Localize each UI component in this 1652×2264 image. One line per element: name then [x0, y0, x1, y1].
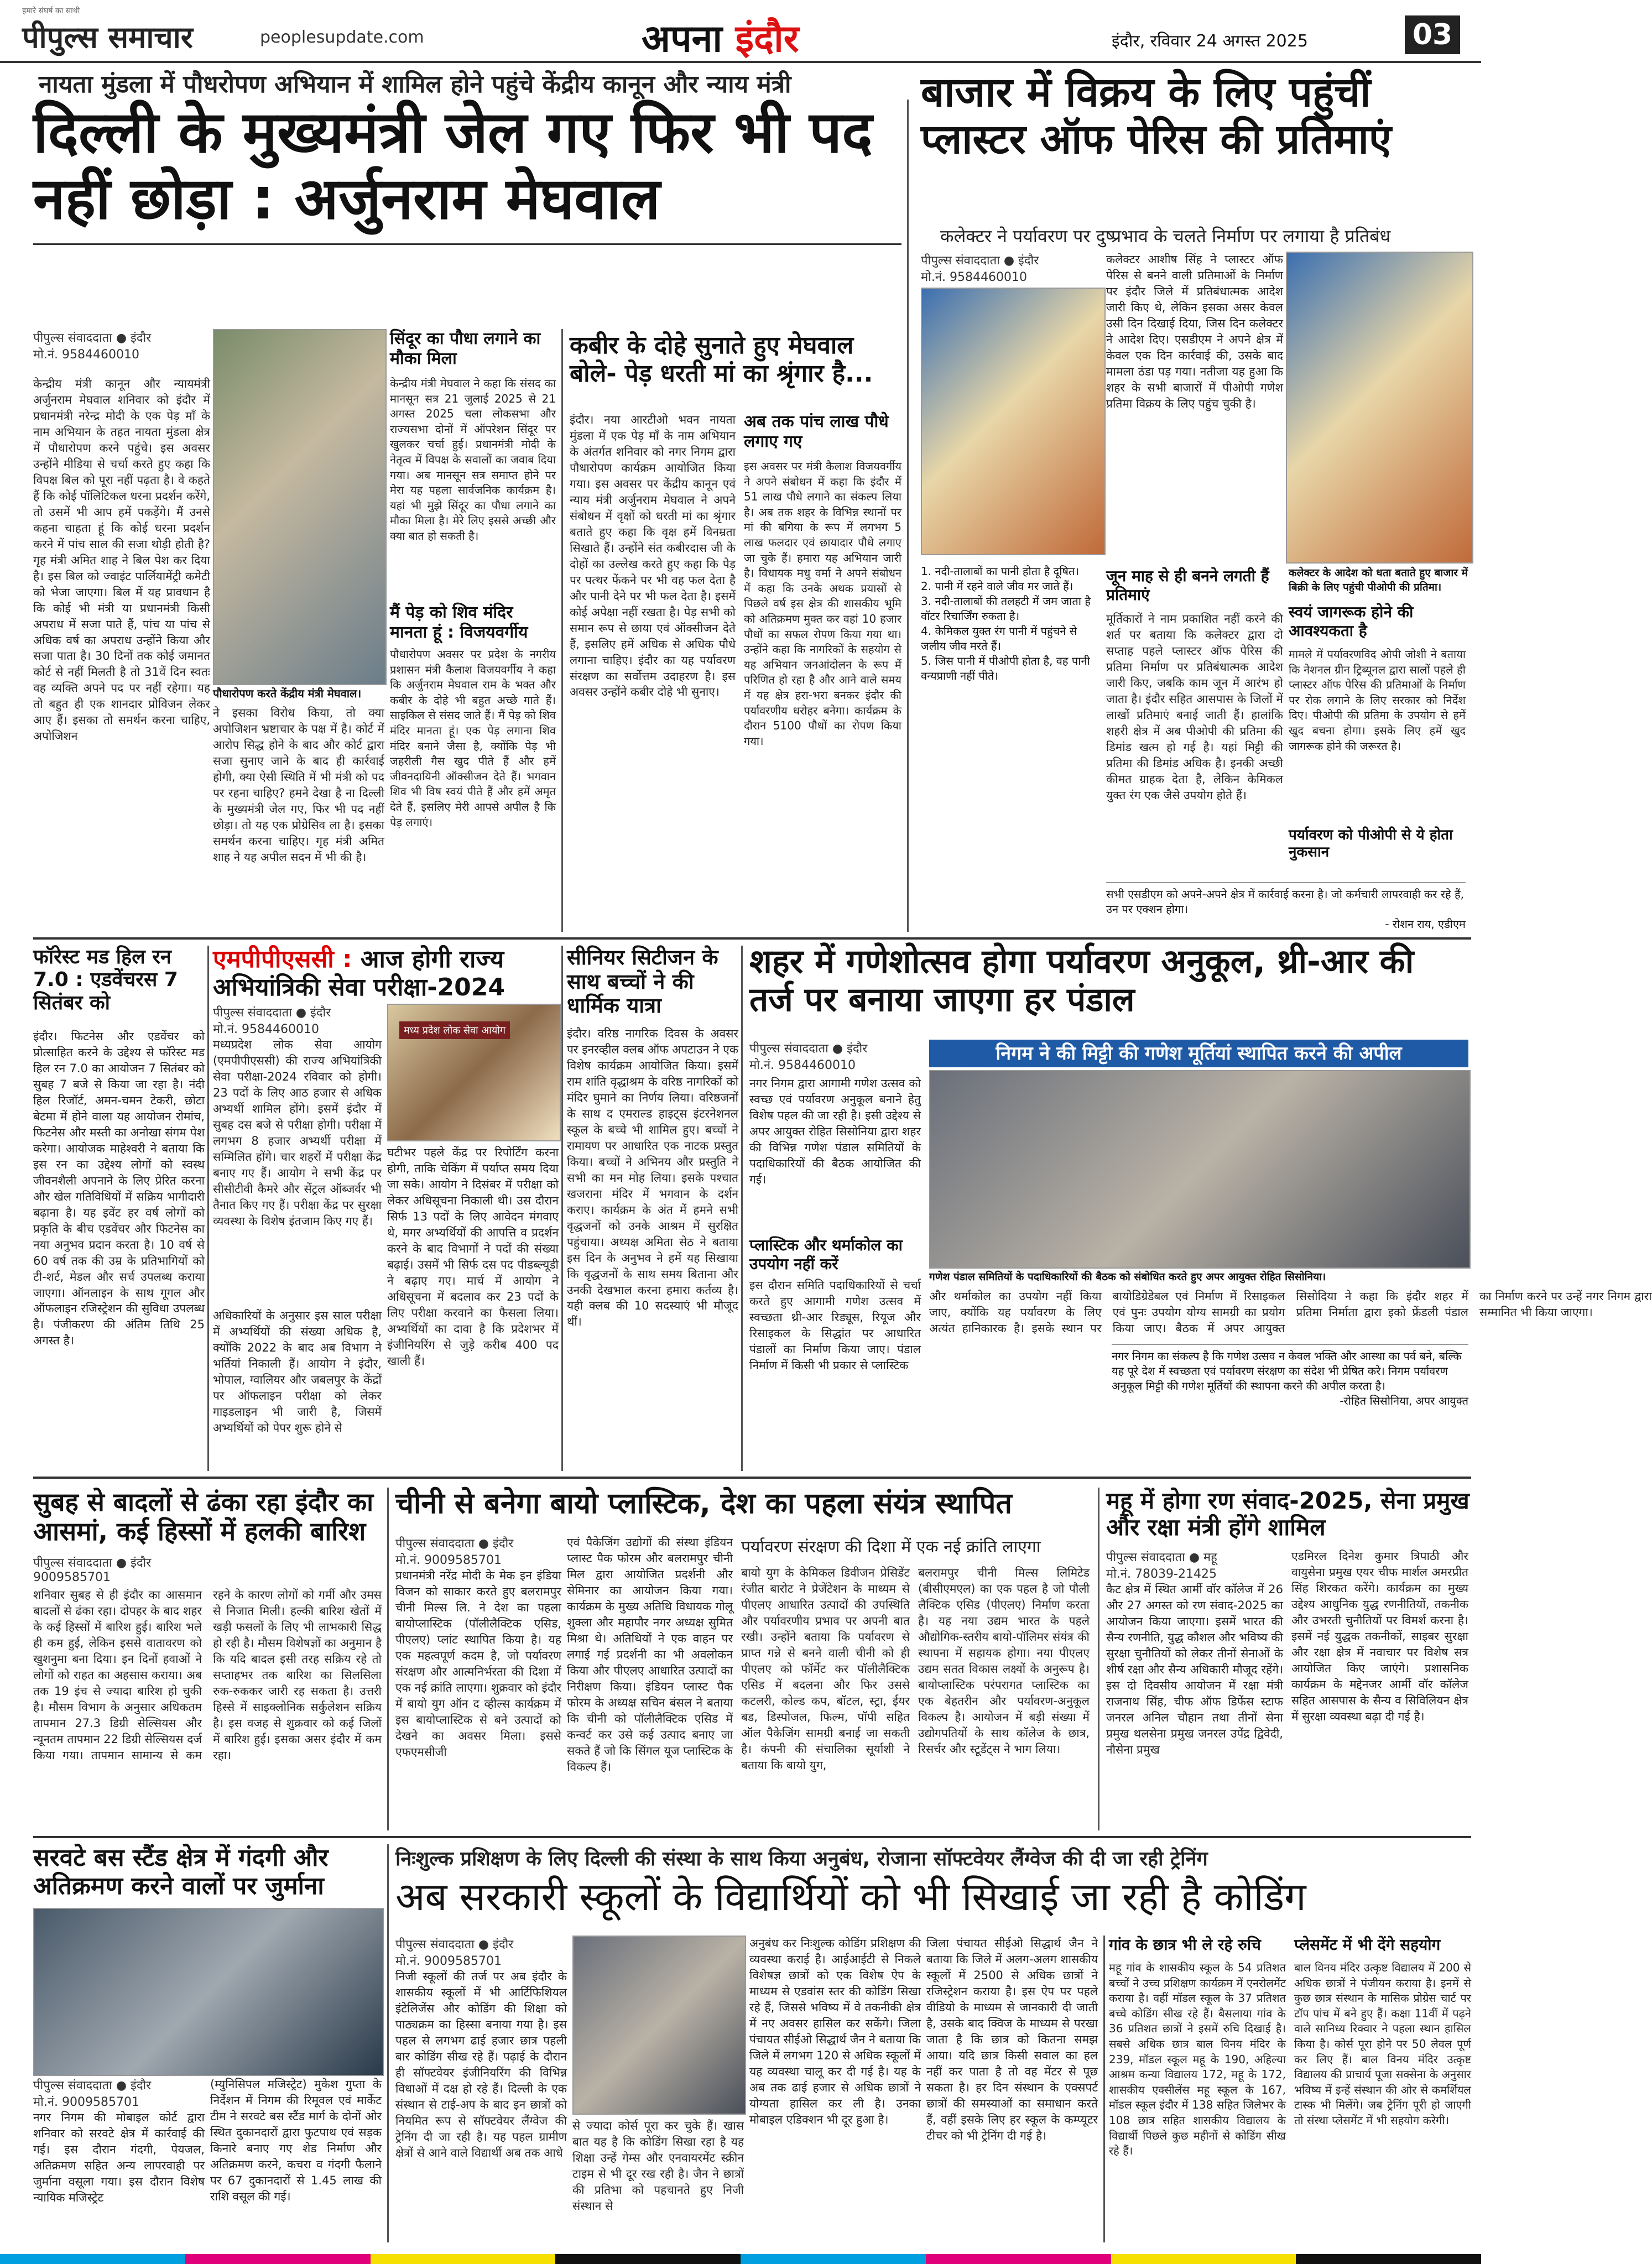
story1-photo-caption: पौधारोपण करते केंद्रीय मंत्री मेघवाल।	[213, 687, 362, 700]
story3-body2: मूर्तिकारों ने नाम प्रकाशित नहीं करने की शर्त पर बताया कि कलेक्टर द्वारा दो सप्ताह पहले प्लास्टर ऑफ पेरिस की प्रतिमा निर्माण पर प्रतिबंधात्मक आदेश जारी किए, जबकि काम जून में आरंभ हो जाता है। इंदौर सहित आसपास के जिलों में लाखों प्रतिमाएं बनाई जाती हैं। हालांकि शहरी क्षेत्र में अब पीओपी की प्रतिमा की डिमांड खत्म हो गई है। यहां मिट्टी की प्रतिमा की डिमांड अधिक है। इनकी अच्छी कीमत ग्राहक देता है, लेकिन केमिकल युक्त रंग एक जैसे उपयोग होते हैं।	[1106, 612, 1283, 802]
story7-headline: शहर में गणेशोत्सव होगा पर्यावरण अनुकूल, थ्री-आर की तर्ज पर बनाया जाएगा हर पंडाल	[749, 942, 1414, 1019]
ganesh-idol-photo	[1286, 252, 1473, 564]
story3-mobile: मो.नं. 9584460010	[921, 270, 1028, 284]
story10-mobile: मो.नं. 78039-21425	[1106, 1567, 1217, 1581]
story3-photo-caption: कलेक्टर के आदेश को धता बताते हुए बाजार में बिक्री के लिए पहुंची पीओपी की प्रतिमा।	[1289, 567, 1468, 593]
magenta-swatch	[926, 2254, 1111, 2264]
story9-mobile: मो.नं. 9009585701	[395, 1553, 502, 1567]
black-swatch	[555, 2254, 741, 2264]
page-number: 03	[1405, 15, 1460, 54]
story7-sub: प्लास्टिक और थर्माकोल का उपयोग नहीं करें	[749, 1236, 903, 1273]
story3-sub3: पर्यावरण को पीओपी से ये होता नुकसान	[1289, 827, 1453, 861]
cyan-swatch	[0, 2254, 185, 2264]
story4-headline: फॉरेस्ट मड हिल रन 7.0 : एडवेंचरस 7 सितंबर को	[33, 946, 178, 1014]
story5-body2: अधिकारियों के अनुसार इस साल परीक्षा में अभ्यर्थियों की संख्या अधिक है, क्योंकि 2022 के बाद अब विभाग ने भर्तियां निकाली हैं। आयोग ने इंदौर, भोपाल, ग्वालियर और जबलपुर के केंद्रों पर ऑफलाइन परीक्षा को लेकर गाइडलाइन भी जारी है, जिसमें अभ्यर्थियों को पेपर शुरू होने से	[213, 1309, 382, 1434]
story9-body2: एवं पैकेजिंग उद्योगों की संस्था इंडियन प्लास्ट पैक फोरम और बलरामपुर चीनी मिल द्वारा आयोजित प्रदर्शनी और सेमिनार का आयोजन किया गया। कार्यक्रम के मुख्य अतिथि विधायक गोलू शुक्ला और महापौर नगर अध्यक्ष सुमित मिश्रा थे। अतिथियों ने एक वाहन पर लगाई गई प्रदर्शनी का भी अवलोकन किया और पीएलए आधारित उत्पादों का निरीक्षण किया। इंडियन प्लास्ट पैक फोरम के अध्यक्ष सचिन बंसल ने बताया कि चीनी को पॉलीलैक्टिक एसिड में कन्वर्ट कर उसे कई उत्पाद बनाए जा सकते हैं जो कि सिंगल यूज प्लास्टिक के विकल्प हैं।	[567, 1536, 733, 1773]
story9-body1: प्रधानमंत्री नरेंद्र मोदी के मेक इन इंडिया विजन को साकार करते हुए बलरामपुर चीनी मिल्स लि. ने देश का पहला बायोप्लास्टिक (पॉलीलैक्टिक एसिड, पीएलए) प्लांट स्थापित किया है। यह एक महत्वपूर्ण कदम है, जो पर्यावरण संरक्षण और आत्मनिर्भरता की दिशा में एक नई क्रांति लाएगा। शुक्रवार को इंदौर में बायो युग ऑन द व्हील्स कार्यक्रम में इस बायोप्लास्टिक से बने उत्पादों को देखने का अवसर मिला। इससे एफएमसीजी	[395, 1569, 561, 1759]
edition-date: इंदौर, रविवार 24 अगस्त 2025	[1112, 32, 1308, 51]
section-title-a: अपना	[642, 17, 736, 61]
logo-text: पीपुल्स समाचार	[22, 20, 193, 55]
story12-body3: अनुबंध कर निःशुल्क कोडिंग प्रशिक्षण की व्यवस्था कराई है। आईआईटी से निकले विशेषज्ञ छात्रों को एक विशेष ऐप के माध्यम से एडवांस स्तर की कोडिंग सिखा रहे हैं, जिससे भविष्य में वे तकनीकी क्षेत्र में नए अवसर हासिल कर सकेंगे। जिला पंचायत सीईओ सिद्धार्थ जैन ने बताया कि जिले में लगभग 120 से अधिक स्कूलों में यह व्यवस्था चालू कर दी गई है। यह के अब तक ढाई हजार से अधिक छात्रों ने योग्यता हासिल कर ली है। उनका मोबाइल एडिक्शन भी दूर हुआ है।	[749, 1937, 921, 2126]
list-item: 3. नदी-तालाबों की तलहटी में जम जाता है वॉटर रिचार्जिंग रुकता है।	[921, 594, 1091, 623]
story6-headline: सीनियर सिटीजन के साथ बच्चों ने की धार्मिक यात्रा	[567, 945, 718, 1018]
story1-side-body1: केन्द्रीय मंत्री मेघवाल ने कहा कि संसद का मानसून सत्र 21 जुलाई 2025 से 21 अगस्त 2025 चला लोकसभा और राज्यसभा दोनों में ऑपरेशन सिंदूर पर खुलकर चर्चा हुई। प्रधानमंत्री मोदी के नेतृत्व में विपक्ष के सवालों का जवाब दिया गया। अब मानसून सत्र समाप्त होने पर मेरा यह पहला सार्वजनिक कार्यक्रम है। यहां भी मुझे सिंदूर का पौधा लगाने का मौका मिला है। मेरे लिए इससे अच्छी और क्या बात हो सकती है।	[390, 377, 556, 542]
story1-byline: पीपुल्स संवाददाता ● इंदौर	[33, 331, 152, 345]
story7-mobile: मो.नं. 9584460010	[749, 1058, 856, 1072]
logo-tagline: हमारे संघर्ष का साथी	[22, 7, 80, 15]
story3-quote-attr: - रोशन राय, एडीएम	[1385, 917, 1466, 931]
story10-byline: पीपुल्स संवाददाता ● महू	[1106, 1551, 1217, 1564]
story3-harm-list	[921, 564, 1098, 874]
story3-deck: कलेक्टर ने पर्यावरण पर दुष्प्रभाव के चलते निर्माण पर लगाया है प्रतिबंध	[940, 226, 1391, 247]
story5-mobile: मो.नं. 9584460010	[213, 1023, 320, 1036]
story3-byline-block	[921, 252, 1098, 285]
story11-mobile: मो.नं. 9009585701	[33, 2095, 140, 2109]
column-divider	[561, 329, 563, 932]
story1-body2: ने इसका विरोध किया, तो क्या अपोजिशन भ्रष्टाचार के पक्ष में है। कोर्ट में आरोप सिद्ध होने के बाद और कोर्ट द्वारा सजा सुनाए जाने के बाद ही कार्रवाई होगी, क्या ऐसी स्थिति में भी मंत्री को पद पर रहना चाहिए? हमने देखा है ना दिल्ली के मुख्यमंत्री जेल गए, फिर भी पद नहीं छोड़ा। तो यह एक प्रोग्रेसिव ला है। इसका समर्थन करना चाहिए। गृह मंत्री अमित शाह ने यह अपील सदन में भी की है।	[213, 706, 384, 864]
story8-mobile: 9009585701	[33, 1571, 111, 1584]
minister-planting-photo	[213, 329, 387, 685]
story3-body3: मामले में पर्यावरणविद ओपी जोशी ने बताया कि नेशनल ग्रीन ट्रिब्यूनल द्वारा सालों पहले ही प्लास्टर ऑफ पेरिस की प्रतिमाओं के निर्माण पर रोक लगाने के लिए सरकार को निर्देश दिए। पीओपी की प्रतिमा के उपयोग से हमें खुद बचना होगा। इसके लिए हमें खुद जागरूक होने की जरूरत है।	[1289, 648, 1466, 753]
divider	[33, 1477, 1471, 1479]
story12-body1: निजी स्कूलों की तर्ज पर अब इंदौर के शासकीय स्कूलों में भी आर्टिफिशियल इंटेलिजेंस और कोडिंग की शिक्षा को पाठ्यक्रम का हिस्सा बनाया गया है। इस पहल से लगभग ढाई हजार छात्र पहली बार कोडिंग सीख रहे हैं। पढ़ाई के दौरान ही सॉफ्टवेयर इंजीनियरिंग की विभिन्न विधाओं में दक्ष हो रहे हैं। दिल्ली के एक संस्थान से टाई-अप के बाद इन छात्रों को नियमित रूप से सॉफ्टवेयर लैंग्वेज की ट्रेनिंग दी जा रही है। यह पहल ग्रामीण क्षेत्रों से आने वाले विद्यार्थी अब तक आधे	[395, 1970, 567, 2159]
encroachment-action-photo	[33, 1908, 384, 2076]
story1-kicker: नायता मुंडला में पौधरोपण अभियान में शामिल होने पहुंचे केंद्रीय कानून और न्याय मंत्री	[39, 70, 791, 98]
story12-side-body1: महू गांव के शासकीय स्कूल के 54 प्रतिशत बच्चों ने उच्च प्रशिक्षण कार्यक्रम में एनरोलमेंट कराया है। वहीं मॉडल स्कूल के 37 प्रतिशत बच्चे कोडिंग सीख रहे हैं। बैसलाया गांव के 36 प्रतिशत छात्रों ने इसमें रुचि दिखाई है। सबसे अधिक छात्र बाल विनय मंदिर के 239, मॉडल स्कूल महू के 190, अहिल्या आश्रम कन्या विद्यालय 172, महू के 172, शासकीय एक्सीलेंस महू स्कूल के 167, मॉडल स्कूल इंदौर में 138 सहित जिलेभर के 108 छात्र सहित शासकीय विद्यालय के विद्यार्थी पिछले कुछ महीनों से कोडिंग सीख रहे हैं।	[1109, 1961, 1286, 2158]
meeting-photo	[929, 1070, 1471, 1269]
story5-byline: पीपुल्स संवाददाता ● इंदौर	[213, 1006, 331, 1020]
divider	[33, 243, 901, 245]
story7-body1: नगर निगम द्वारा आगामी गणेश उत्सव को स्वच्छ एवं पर्यावरण अनुकूल बनाने हेतु विशेष पहल की जा रही है। इसी उद्देश्य से अपर आयुक्त रोहित सिसोनिया द्वारा शहर की विभिन्न गणेश पंडाल समितियों के पदाधिकारियों की बैठक आयोजित की गई।	[749, 1077, 921, 1186]
story8-byline: पीपुल्स संवाददाता ● इंदौर	[33, 1556, 152, 1570]
story12-body4: जिला पंचायत सीईओ सिद्धार्थ जैन ने बताया कि जिले में अलग-अलग शासकीय स्कूलों में 2500 से अधिक छात्रों ने रजिस्ट्रेशन कराया है। इस ऐप पर पहले वीडियो के माध्यम से जानकारी दी जाती है, उसके बाद क्विज के माध्यम से परखा जाता है कि छात्र को कितना समझ आया। यदि छात्र किसी सवाल का हल नहीं कर पाता है तो वह मेंटर से पूछ सकता है। हर दिन संस्थान के एक्सपर्ट छात्रों की समस्याओं का समाधान करते हैं, वहीं इसके लिए हर स्कूल के कम्प्यूटर टीचर को भी ट्रेनिंग दी गई है।	[926, 1937, 1098, 2142]
story3-body1: कलेक्टर आशीष सिंह ने प्लास्टर ऑफ पेरिस से बनने वाली प्रतिमाओं के निर्माण पर इंदौर जिले में प्रतिबंधात्मक आदेश जारी किए थे, लेकिन इसका असर केवल उसी दिन दिखाई दिया, जिस दिन कलेक्टर ने आदेश दिए। एसडीएम ने अपने क्षेत्र में केवल एक दिन कार्रवाई की, उसके बाद मामला ठंडा पड़ गया। नतीजा यह हुआ कि शहर के सभी बाजारों में पीओपी गणेश प्रतिमा विक्रय के लिए पहुंच चुकी है।	[1106, 253, 1283, 410]
print-color-bar	[0, 2254, 1481, 2264]
story1-side-sub1: सिंदूर का पौधा लगाने का मौका मिला	[390, 329, 541, 368]
story3-headline: बाजार में विक्रय के लिए पहुंचीं प्लास्टर ऑफ पेरिस की प्रतिमाएं	[921, 69, 1392, 164]
story9-byline-block	[395, 1535, 567, 1568]
story7-photo-caption: गणेश पंडाल समितियों के पदाधिकारियों की बैठक को संबोधित करते हुए अपर आयुक्त रोहित सिसोनिया।	[929, 1271, 1326, 1283]
story2-body: इंदौर। नया आरटीओ भवन नायता मुंडला में एक पेड़ माँ के नाम अभियान के अंतर्गत शनिवार को नगर निगम द्वारा पौधारोपण कार्यक्रम आयोजित किया गया। इस अवसर पर केंद्रीय कानून एवं न्याय मंत्री अर्जुनराम मेघवाल ने अपने संबोधन में वृक्षों को धरती मां का श्रृंगार बताते हुए कहा कि वृक्ष हमें विनम्रता सिखाते हैं। उन्होंने संत कबीरदास जी के दोहों का उल्लेख करते हुए कहा कि पेड़ पर पत्थर फेंकने पर भी वह फल देता है और पानी देने पर भी फल देता है। इसमें कोई अपेक्षा नहीं रखता है। पेड़ सभी को समान रूप से छाया एवं ऑक्सीजन देते हैं, इसलिए हमें अधिक से अधिक पौधे लगाना चाहिए। इंदौर का यह पर्यावरण संरक्षण का सर्वोत्तम उदाहरण है। इस अवसर उन्होंने कबीर दोहे भी सुनाए।	[570, 413, 736, 699]
story3-byline: पीपुल्स संवाददाता ● इंदौर	[921, 254, 1039, 268]
story7-quote-attr: -रोहित सिसोनिया, अपर आयुक्त	[1340, 1394, 1468, 1407]
story12-body2: से ज्यादा कोर्स पूरा कर चुके हैं। खास बात यह है कि कोडिंग सिखा रहा है यह शिक्षा उन्हें गेम्स और एनवायरमेंट स्क्रीन टाइम से भी दूर रख रही है। जैन ने छात्रों की प्रतिभा को पहचानते हुए निजी संस्थान से	[572, 2119, 744, 2213]
story12-byline: पीपुल्स संवाददाता ● इंदौर	[395, 1938, 514, 1952]
story1-headline: दिल्ली के मुख्यमंत्री जेल गए फिर भी पद नहीं छोड़ा : अर्जुनराम मेघवाल	[33, 98, 873, 232]
story5-headline: आज होगी राज्य अभियांत्रिकी सेवा परीक्षा-2024	[213, 945, 505, 1001]
website-link[interactable]: peoplesupdate.com	[260, 28, 424, 47]
story9-body3: बायो युग के केमिकल डिवीजन प्रेसिडेंट रंजीत बारोट ने प्रेजेंटेशन के माध्यम से पीएलए आधारित उत्पादों की उपस्थिति और पर्यावरणीय प्रभाव पर अपनी बात रखी। उन्होंने बताया कि पर्यावरण से प्राप्त गन्ने से बनने वाली चीनी को ही पीएलए को फॉर्मेट कर पॉलीलैक्टिक एसिड में बदलना और फिर उससे कटलरी, कोल्ड कप, बॉटल, स्ट्रा, ईयर बड, डिस्पोजल, फिल्म, पॉपी सहित ऑल पैकेजिंग सामग्री बनाई जा सकती है। कंपनी की संचालिका सूर्याशी ने बताया कि बायो युग,	[741, 1566, 910, 1772]
story7-body2: इस दौरान समिति पदाधिकारियों से चर्चा करते हुए आगामी गणेश उत्सव में स्वच्छता थ्री-आर रिड्यूस, रियूज और रिसाइकल के सिद्धांत पर आधारित पंडालों का निर्माण किया जाए। पंडाल निर्माण में किसी भी प्रकार से प्लास्टिक	[749, 1279, 921, 1372]
story7-byline: पीपुल्स संवाददाता ● इंदौर	[749, 1042, 868, 1056]
story9-deck: पर्यावरण संरक्षण की दिशा में एक नई क्रांति लाएगा	[741, 1537, 1041, 1557]
divider	[33, 1836, 1471, 1838]
story1-mobile: मो.नं. 9584460010	[33, 348, 140, 362]
story10-body1: कैट क्षेत्र में स्थित आर्मी वॉर कॉलेज में 26 और 27 अगस्त को रण संवाद-2025 का आयोजन किया जाएगा। इसमें भारत की सैन्य रणनीति, युद्ध कौशल और भविष्य की सुरक्षा चुनौतियों को लेकर तीनों सेनाओं के शीर्ष रक्षा और सैन्य अधिकारी मौजूद रहेंगे। इस दो दिवसीय आयोजन में रक्षा मंत्री राजनाथ सिंह, चीफ ऑफ डिफेंस स्टाफ जनरल अनिल चौहान तथा तीनों सेना प्रमुख थलसेना प्रमुख जनरल उपेंद्र द्विवेदी, नौसेना प्रमुख	[1106, 1583, 1283, 1756]
story8-byline-block	[33, 1554, 199, 1584]
story9-headline: चीनी से बनेगा बायो प्लास्टिक, देश का पहला संयंत्र स्थापित	[395, 1487, 1013, 1520]
section-title	[642, 11, 799, 62]
story5-headline-block	[213, 946, 561, 1001]
story1-side-body2: पौधारोपण अवसर पर प्रदेश के नगरीय प्रशासन मंत्री कैलाश विजयवर्गीय ने कहा कि अर्जुनराम मेघवाल राम के भक्त और कबीर के दोहे भी बहुत अच्छे गाते हैं। साइकिल से संसद जाते हैं। मैं पेड़ को शिव मंदिर मानता हूं। एक पेड़ लगाना शिव मंदिर बनाने जैसा है, क्योंकि पेड़ भी जहरीली गैस खुद पीते हैं और हमें जीवनदायिनी ऑक्सीजन देते हैं। भगवान शिव भी विष स्वयं पीते हैं और हमें अमृत देते हैं, इसलिए मेरी आपसे अपील है कि पेड़ लगाएं।	[390, 648, 556, 829]
story11-byline: पीपुल्स संवाददाता ● इंदौर	[33, 2079, 152, 2093]
story9-byline: पीपुल्स संवाददाता ● इंदौर	[395, 1537, 514, 1551]
story4-body: इंदौर। फिटनेस और एडवेंचर को प्रोत्साहित करने के उद्देश्य से फॉरेस्ट मड हिल रन 7.0 का आयोजन 7 सितंबर को सुबह 7 बजे से किया जा रहा है। नंदी हिल रिजॉर्ट, अमन-चमन टेकरी, छोटा बेटमा में होने वाला यह आयोजन रोमांच, फिटनेस और मस्ती का अनोखा संगम पेश करेगा। आयोजक माहेश्वरी ने बताया कि इस रन का उद्देश्य लोगों को स्वस्थ जीवनशैली अपनाने के लिए प्रेरित करना और खेल गतिविधियों में सक्रिय भागीदारी बढ़ाना है। यह इवेंट हर वर्ष लोगों को प्रकृति के बीच एडवेंचर और फिटनेस का नया अनुभव प्रदान करता है। 10 वर्ष से 60 वर्ष तक की उम्र के प्रतिभागियों को टी-शर्ट, मेडल और सर्च उपलब्ध कराया जाएगा। ऑनलाइन के साथ गूगल और ऑफलाइन रजिस्ट्रेशन की सुविधा उपलब्ध है। पंजीकरण की अंतिम तिथि 25 अगस्त है।	[33, 1030, 205, 1348]
story12-mobile: मो.नं. 9009585701	[395, 1954, 502, 1968]
cyan-swatch	[741, 2254, 926, 2264]
story10-headline: महू में होगा रण संवाद-2025, सेना प्रमुख और रक्षा मंत्री होंगे शामिल	[1106, 1487, 1469, 1541]
list-item: 1. नदी-तालाबों का पानी होता है दूषित।	[921, 565, 1079, 578]
story8-body: शनिवार सुबह से ही इंदौर का आसमान बादलों से ढंका रहा। दोपहर के बाद शहर के कई हिस्सों में बारिश हुई। बारिश भले ही कम हुई, लेकिन इससे वातावरण को खुशनुमा बना दिया। इन दिनों हवाओं ने लोगों को राहत का अहसास कराया। अब तक 19 इंच से ज्यादा बारिश हो चुकी है। मौसम विभाग के अनुसार अधिकतम तापमान 27.3 डिग्री सेल्सियस और न्यूनतम तापमान 22 डिग्री सेल्सियस दर्ज किया गया। तापमान सामान्य से कम रहने के कारण लोगों को गर्मी और उमस से निजात मिली। हल्की बारिश खेतों में खड़ी फसलों के लिए भी लाभकारी सिद्ध हो रही है। मौसम विशेषज्ञों का अनुमान है कि यदि बादल इसी तरह सक्रिय रहे तो सप्ताहभर तक बारिश का सिलसिला रुक-रुककर जारी रह सकता है। उत्तरी हिस्से में साइक्लोनिक सर्कुलेशन सक्रिय है। इस वजह से शुक्रवार को कई जिलों में बारिश हुई। इसका असर इंदौर में कम रहा।	[33, 1588, 382, 1762]
story10-byline-block	[1106, 1548, 1283, 1582]
story11-body1: नगर निगम की मोबाइल कोर्ट द्वारा शनिवार को सरवटे क्षेत्र में कार्रवाई की गई। इस दौरान गंदगी, पेयजल, अतिक्रमण सहित अन्य लापरवाही पर जुर्माना वसूला गया। इस दौरान विशेष न्यायिक मजिस्ट्रेट	[33, 2111, 205, 2204]
story1-byline-block	[33, 329, 210, 362]
column-divider	[1098, 1488, 1099, 1830]
story12-side-sub1: गांव के छात्र भी ले रहे रुचि	[1109, 1936, 1261, 1954]
story3-sub2: स्वयं जागरूक होने की आवश्यकता है	[1289, 603, 1414, 640]
section-title-b: इंदौर	[735, 17, 799, 61]
students-coding-photo	[572, 1936, 746, 2115]
column-divider	[561, 946, 563, 1471]
story7-body3: और थर्माकोल का उपयोग नहीं किया जाए, क्योंकि यह पर्यावरण के लिए अत्यंत हानिकारक है। इसके स्थान पर बायोडिग्रेडेबल एवं निर्माण में रिसाइकल एवं पुनः उपयोग योग्य सामग्री का प्रयोग किया जाए। बैठक में अपर आयुक्त सिसोदिया ने कहा कि इंदौर शहर में प्रतिमा निर्माता द्वारा इको फ्रेंडली पंडाल का निर्माण करने पर उन्हें नगर निगम द्वारा सम्मानित भी किया जाएगा।	[929, 1290, 1652, 1335]
story6-body: इंदौर। वरिष्ठ नागरिक दिवस के अवसर पर इनरव्हील क्लब ऑफ अपटाउन ने एक विशेष कार्यक्रम आयोजित किया। इसमें राम शांति वृद्धाश्रम के वरिष्ठ नागरिकों को मंदिर घुमाने का निर्णय लिया। वरिष्ठजनों के साथ द एमराल्ड हाइट्स इंटरनेशनल स्कूल के बच्चे भी शामिल हुए। बच्चों ने रामायण पर आधारित एक नाटक प्रस्तुत किया। बच्चों ने अभिनय और प्रस्तुति ने सभी का मन मोह लिया। इसके पश्चात खजराना मंदिर में भगवान के दर्शन कराए। कार्यक्रम के अंत में हमने सभी वृद्धजनों को उनके आश्रम में सुरक्षित पहुंचाया। अध्यक्ष अमिता सेठ ने बताया इस दिन के अनुभव ने हमें यह सिखाया कि वृद्धजनों के साथ समय बिताना और उनकी देखभाल करना हमारा कर्तव्य है। यही क्लब की 10 सदस्याएं भी मौजूद थीं।	[567, 1027, 738, 1329]
divider	[33, 937, 1471, 940]
story3-quote-box	[1106, 882, 1466, 931]
story12-kicker: निःशुल्क प्रशिक्षण के लिए दिल्ली की संस्था के साथ किया अनुबंध, रोजाना सॉफ्टवेयर लैंग्वेज की दी जा रही ट्रेनिंग	[395, 1848, 1208, 1870]
story2-headline: कबीर के दोहे सुनाते हुए मेघवाल बोले- पेड़ धरती मां का श्रृंगार है...	[570, 331, 873, 388]
story5-body1: मध्यप्रदेश लोक सेवा आयोग (एमपीपीएससी) की राज्य अभियांत्रिकी सेवा परीक्षा-2024 रविवार को होगी। 23 पदों के लिए आठ हजार से अधिक अभ्यर्थी शामिल होंगे। इसमें इंदौर में सुबह दस बजे से परीक्षा होगी। परीक्षा में लगभग 8 हजार अभ्यर्थी परीक्षा में सम्मिलित होंगे। चार शहरों में परीक्षा केंद्र बनाए गए हैं। आयोग ने सभी केंद्र पर सीसीटीवी कैमरे और सेंट्रल ऑब्जर्वर भी तैनात किए गए हैं। परीक्षा केंद्र पर सुरक्षा व्यवस्था के विशेष इंतजाम किए गए हैं।	[213, 1038, 382, 1228]
story11-body2: (म्युनिसिपल मजिस्ट्रेट) मुकेश गुप्ता के निर्देशन में निगम की रिमूवल एवं मार्केट टीम ने सरवटे बस स्टैंड मार्ग के दोनों ओर स्थित दुकानदारों द्वारा फुटपाथ एवं सड़क किनारे बनाए गए शेड निर्माण और अतिक्रमण करने, कचरा व गंदगी फैलाने पर 67 दुकानदारों से 1.45 लाख की राशि वसूल की गई।	[210, 2078, 382, 2203]
story1-side-sub2: मैं पेड़ को शिव मंदिर मानता हूं : विजयवर्गीय	[390, 603, 528, 642]
list-item: 2. पानी में रहने वाले जीव मर जाते हैं।	[921, 580, 1073, 593]
column-divider	[1103, 1936, 1105, 2242]
mppsc-building-photo	[387, 1004, 561, 1141]
story11-byline-block	[33, 2077, 205, 2110]
story9-body4: बलरामपुर चीनी मिल्स लिमिटेड (बीसीएमएल) का एक पहल है जो पौली लैक्टिक एसिड (पीएलए) निर्माण करता है। यह नया उद्यम भारत के पहले औद्योगिक-स्तरीय बायो-पॉलिमर संयंत्र की स्थापना में सहायक होगा। नया पीएलए उद्यम सतत विकास लक्ष्यों के अनुरूप है। बायोप्लास्टिक परंपरागत प्लास्टिक का एक बेहतरीन और पर्यावरण-अनुकूल विकल्प है। आयोजन में बड़ी संख्या में उद्योगपतियों के साथ कॉलेज के छात्र, रिसर्चर और स्टूडेंट्स ने भाग लिया।	[918, 1566, 1090, 1756]
story3-quote: सभी एसडीएम को अपने-अपने क्षेत्र में कार्रवाई करना है। जो कर्मचारी लापरवाही कर रहे हैं, उन पर एक्शन होगा।	[1106, 888, 1464, 916]
column-divider	[207, 946, 209, 1471]
story7-quote: नगर निगम का संकल्प है कि गणेश उत्सव न केवल भक्ति और आस्था का पर्व बने, बल्कि यह पूरे देश में स्वच्छता एवं पर्यावरण संरक्षण का संदेश भी प्रेषित करे। निगम पर्यावरण अनुकूल मिट्टी की गणेश मूर्तियों की स्थापना करने की अपील करता है।	[1112, 1349, 1462, 1392]
story3-sub1: जून माह से ही बनने लगती हैं प्रतिमाएं	[1106, 567, 1269, 604]
column-divider	[387, 1488, 389, 1830]
magenta-swatch	[185, 2254, 371, 2264]
story1-body1: केन्द्रीय मंत्री कानून और न्यायमंत्री अर्जुनराम मेघवाल शनिवार को इंदौर में प्रधानमंत्री नरेन्द्र मोदी के एक पेड़ माँ के नाम अभियान के तहत नायता मुंडला क्षेत्र में पौधारोपण करने पहुंचे। इस अवसर उन्होंने मीडिया से चर्चा करते हुए कहा कि विपक्ष बिल को पूरा नहीं पढ़ता है। वे कहते हैं कि कोई पॉलिटिकल धरना प्रदर्शन करेंगे, तो उसमें भी आप हमें पकड़ेंगे। मैं उनसे कहना चाहता हूं कि कोई धरना प्रदर्शन करने में पांच साल की सजा थोड़ी होती है? गृह मंत्री अमित शाह ने बिल पेश कर दिया है। इस बिल को ज्वाइंट पार्लियामेंट्री कमेटी को भेजा जाएगा। बिल में यह प्रावधान है कि कोई भी मंत्री या प्रधानमंत्री किसी अपराध में सजा पाते हैं, पांच या पांच से अधिक वर्ष का अपराध उन्होंने किया और सजा पाता है। 30 दिनों तक कोई जमानत कोर्ट से नहीं मिलती है तो 31वें दिन स्वतः वह व्यक्ति अपने पद पर नहीं रहेगा। यह तो बहुत ही एक शानदार प्रोविजन लेकर आए हैं। इसका तो समर्थन करना चाहिए, अपोजिशन	[33, 377, 210, 743]
page-header	[0, 0, 1481, 63]
column-divider	[387, 1844, 389, 2242]
column-divider	[907, 100, 909, 932]
building-sign: मध्य प्रदेश लोक सेवा आयोग	[399, 1021, 510, 1039]
column-divider	[741, 946, 743, 1471]
story5-byline-block	[213, 1004, 379, 1037]
black-swatch	[1296, 2254, 1481, 2264]
list-item: 4. केमिकल युक्त रंग पानी में पहुंचने से जलीय जीव मरते हैं।	[921, 624, 1077, 653]
story7-byline-block	[749, 1040, 921, 1073]
list-item: 5. जिस पानी में पीओपी होता है, वह पानी वन्यप्राणी नहीं पीते।	[921, 654, 1090, 682]
story12-headline: अब सरकारी स्कूलों के विद्यार्थियों को भी सिखाई जा रही है कोडिंग	[395, 1874, 1306, 1919]
story11-headline: सरवटे बस स्टैंड क्षेत्र में गंदगी और अतिक्रमण करने वालों पर जुर्माना	[33, 1844, 329, 1900]
story2-sub: अब तक पांच लाख पौधे लगाए गए	[744, 412, 889, 451]
story12-side-sub2: प्लेसमेंट में भी देंगे सहयोग	[1294, 1936, 1441, 1954]
story12-side-body2: बाल विनय मंदिर उत्कृष्ट विद्यालय में 200 से अधिक छात्रों ने पंजीयन कराया है। इनमें से कुछ छात्र संस्थान के मासिक प्रोग्रेस चार्ट पर टॉप पांच में बने हुए हैं। कक्षा 11वीं में पढ़ने वाले सानिध्य रिक्वार ने पहला स्थान हासिल किया है। कोर्स पूरा होने पर 50 लेवल पूर्ण कर लिए हैं। बाल विनय मंदिर उत्कृष्ट विद्यालय की प्राचार्य पूजा सक्सेना के अनुसार भविष्य में इन्हें संस्थान की ओर से कमर्शियल टास्क भी मिलेंगे। जब ट्रेनिंग पूरी हो जाएगी तो संस्था प्लेसमेंट में भी सहयोग करेगी।	[1294, 1961, 1471, 2127]
story2-sub-body: इस अवसर पर मंत्री कैलाश विजयवर्गीय ने अपने संबोधन में कहा कि इंदौर में 51 लाख पौधे लगाने का संकल्प लिया है। अब तक शहर के विभिन्न स्थानों पर मां की बगिया के रूप में लगभग 5 लाख फलदार एवं छायादार पौधे लगाए जा चुके हैं। हमारा यह अभियान जारी है। विधायक मधु वर्मा ने अपने संबोधन में कहा कि उनके अथक प्रयासों से पिछले वर्ष इस क्षेत्र की शासकीय भूमि को अतिक्रमण मुक्त कर वहां 10 हजार पौधों का सफल रोपण किया गया था। उन्होंने कहा कि नागरिकों के सहयोग से यह अभियान जनआंदोलन के रूप में परिणित हो रहा है और आने वाले समय में यह क्षेत्र हरा-भरा बनकर इंदौर की पर्यावरणीय धरोहर बनेगा। कार्यक्रम के दौरान 5100 पौधों का रोपण किया गया।	[744, 460, 901, 748]
yellow-swatch	[371, 2254, 556, 2264]
story7-band: निगम ने की मिट्टी की गणेश मूर्तियां स्थापित करने की अपील	[929, 1040, 1468, 1067]
story12-byline-block	[395, 1936, 567, 1969]
story7-quote-box	[1112, 1344, 1468, 1475]
story8-headline: सुबह से बादलों से ढंका रहा इंदौर का आसमां, कई हिस्सों में हलकी बारिश	[33, 1487, 374, 1546]
ganesh-idol-photo-left	[921, 288, 1106, 555]
newspaper-logo	[22, 7, 193, 56]
yellow-swatch	[1111, 2254, 1296, 2264]
story5-headline-red: एमपीपीएससी :	[213, 945, 361, 973]
story10-body2: एडमिरल दिनेश कुमार त्रिपाठी और वायुसेना प्रमुख एयर चीफ मार्शल अमरप्रीत सिंह शिरकत करेंगे। कार्यक्रम का मुख्य उद्देश्य आधुनिक युद्ध रणनीतियों, तकनीक और उभरती चुनौतियों पर विमर्श करना है। इसमें नई युद्धक तकनीकों, साइबर सुरक्षा और रक्षा क्षेत्र में नवाचार पर विशेष सत्र आयोजित किए जाएंगे। प्रशासनिक कार्यक्रम के मद्देनजर आर्मी वॉर कॉलेज सहित आसपास के सैन्य व सिविलियन क्षेत्र में सुरक्षा व्यवस्था बढ़ा दी गई है।	[1291, 1550, 1468, 1723]
story5-body3: घटीभर पहले केंद्र पर रिपोर्टिंग करना होगी, ताकि चेकिंग में पर्याप्त समय दिया जा सके। आयोग ने दिसंबर में परीक्षा को लेकर अधिसूचना निकाली थी। उस दौरान सिर्फ 13 पदों के लिए आवेदन मंगवाए थे, मगर अभ्यर्थियों की आपत्ति व प्रदर्शन करने के बाद विभागों ने पदों की संख्या बढ़ाई। उसमें भी सिर्फ दस पद पीडब्ल्यूडी ने बढ़ाए गए। मार्च में आयोग ने अधिसूचना में बदलाव कर 23 पदों के लिए परीक्षा करवाने का फैसला लिया। अभ्यर्थियों का दावा है कि प्रदेशभर में इंजीनियरिंग से जुड़े करीब 400 पद खाली हैं।	[387, 1146, 559, 1368]
